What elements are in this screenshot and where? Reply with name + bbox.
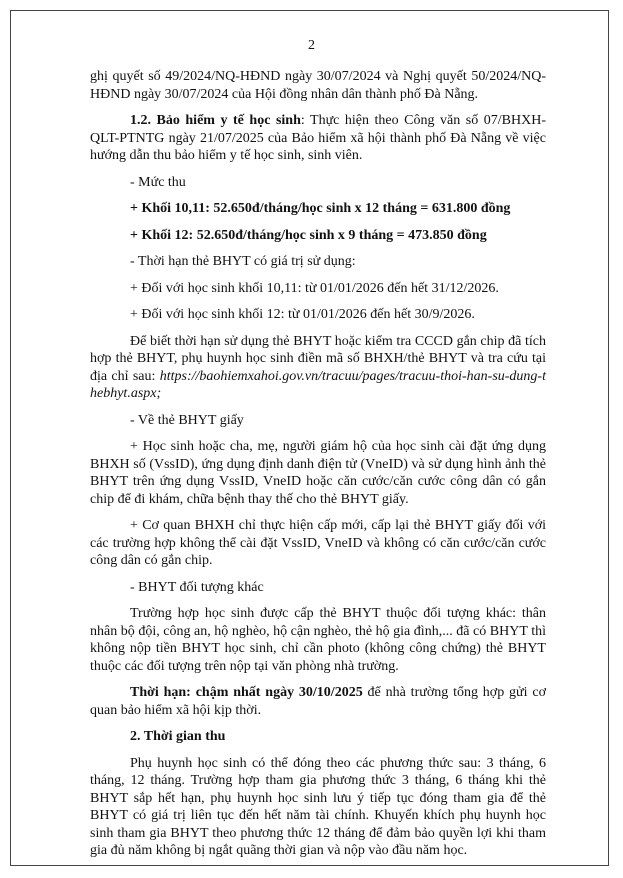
paragraph-paper-card-app: + Học sinh hoặc cha, mẹ, người giám hộ của học sinh cài đặt ứng dụng BHXH số (VssID), ứng dụng định danh điện tử (VneID) và sử dụng hình ảnh thẻ BHYT trên ứng dụng VssID, VneID hoặc căn cước/căn cước công dân có gắn chip để đi khám, chữa bệnh thay thế cho thẻ BHYT giấy. [90,439,546,507]
paragraph-resolution-reference: ghị quyết số 49/2024/NQ-HĐND ngày 30/07/2024 và Nghị quyết 50/2024/NQ-HĐND ngày 30/07/2024 của Hội đồng nhân dân thành phố Đà Nẵng. [90,69,546,102]
paragraph-collection-time: Phụ huynh học sinh có thể đóng theo các phương thức sau: 3 tháng, 6 tháng, 12 tháng. Trường hợp tham gia phương thức 3 tháng, 6 tháng khi thẻ BHYT sắp hết hạn, phụ huynh học sinh lưu ý tiếp tục đóng tham gia để thẻ BHYT có giá trị liên tục đến hết năm tài chính. Khuyến khích phụ huynh học sinh tham gia BHYT theo phương thức 12 tháng để đảm bảo quyền lợi khi tham gia đủ năm không bị ngắt quãng thời gian và nộp vào đầu năm học. [90,755,546,858]
paragraph-health-insurance-body: : Thực hiện theo Công văn số 07/BHXH-QLT-PTNTG ngày 21/07/2025 của Bảo hiểm xã hội thành phố Đà Nẵng về việc hướng dẫn thu bảo hiểm y tế học sinh, sinh viên. [90,113,546,163]
document-body [90,68,546,869]
section-heading-1-2: 1.2. Bảo hiểm y tế học sinh [130,113,301,128]
paragraph-card-validity-label: - Thời hạn thẻ BHYT có giá trị sử dụng: [130,254,356,269]
paragraph-validity-grade-10-11: + Đối với học sinh khối 10,11: từ 01/01/2026 đến hết 31/12/2026. [130,280,499,296]
paragraph-other-groups: Trường hợp học sinh được cấp thẻ BHYT thuộc đối tượng khác: thân nhân bộ đội, công an, hộ nghèo, hộ cận nghèo, thẻ hộ gia đình,... đã có BHYT thì không nộp tiền BHYT học sinh, chỉ cần photo (không công chứng) thẻ BHYT thuộc các đối tượng trên nộp tại văn phòng nhà trường. [90,606,546,674]
paragraph-lookup-body: Để biết thời hạn sử dụng thẻ BHYT hoặc kiểm tra CCCD gắn chip đã tích hợp thẻ BHYT, phụ huynh học sinh điền mã số BHXH/thẻ BHYT và tra cứu tại địa chỉ sau: [90,333,546,384]
lookup-url-link[interactable]: https://baohiemxahoi.gov.vn/tracuu/pages/tracuu-thoi-han-su-dung-thebhyt.aspx; [90,368,546,401]
paragraph-deadline [90,684,546,719]
paragraph-fee-grade-12: + Khối 12: 52.650đ/tháng/học sinh x 9 tháng = 473.850 đồng [130,227,487,243]
paragraph-health-insurance [90,112,546,165]
paragraph-lookup-instructions [90,333,546,403]
deadline-body: để nhà trường tổng hợp gửi cơ quan bảo hiểm xã hội kịp thời. [90,685,546,718]
paragraph-validity-grade-12: + Đối với học sinh khối 12: từ 01/01/2026 đến hết 30/9/2026. [130,307,475,322]
paragraph-fee-grade-10-11: + Khối 10,11: 52.650đ/tháng/học sinh x 12 tháng = 631.800 đồng [130,201,511,216]
page-number: 2 [308,38,315,53]
paragraph-paper-card-issuance: + Cơ quan BHXH chỉ thực hiện cấp mới, cấp lại thẻ BHYT giấy đối với các trường hợp không thể cài đặt VssID, VneID và không có căn cước/căn cước công dân có gắn chip. [90,518,546,568]
paragraph-other-groups-label: - BHYT đối tượng khác [130,579,264,595]
paragraph-paper-card-label: - Về thẻ BHYT giấy [130,412,244,428]
section-heading-2: 2. Thời gian thu [130,729,226,744]
deadline-bold: Thời hạn: chậm nhất ngày 30/10/2025 [130,685,363,700]
paragraph-fee-label: - Mức thu [130,174,186,190]
